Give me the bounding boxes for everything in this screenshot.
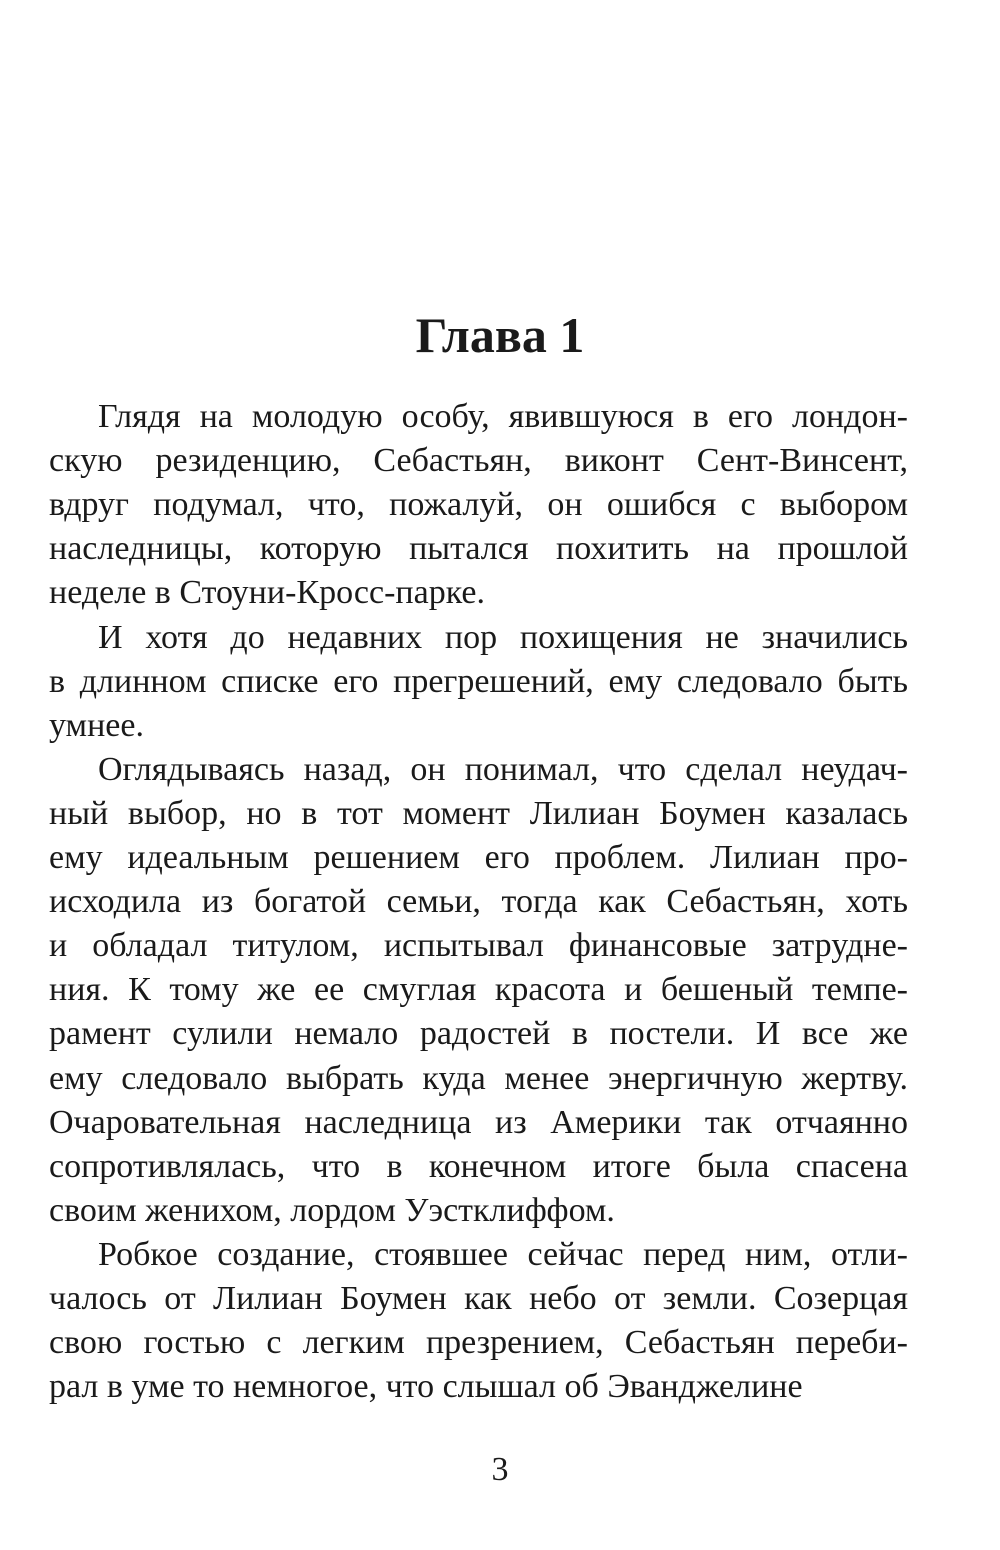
text-line: чалось от Лилиан Боумен как небо от земли. Созерцая — [49, 1280, 908, 1317]
text-line: ему идеальным решением его проблем. Лилиан про- — [49, 839, 908, 876]
text-line: Робкое создание, стоявшее сейчас перед ним, отли- — [98, 1235, 908, 1273]
text-line: свою гостью с легким презрением, Себастьян переби- — [49, 1324, 908, 1362]
text-line: скую резиденцию, Себастьян, виконт Сент-Винсент, — [49, 442, 908, 480]
text-line: в длинном списке его прегрешений, ему следовало быть — [49, 662, 908, 700]
text-line: И хотя до недавних пор похищения не значились — [98, 618, 908, 656]
text-line: Глядя на молодую особу, явившуюся в его лондон- — [98, 398, 908, 435]
text-line: ему следовало выбрать куда менее энергичную жертву. — [49, 1059, 908, 1097]
text-line: Очаровательная наследница из Америки так отчаянно — [49, 1103, 908, 1141]
text-line: рамент сулили немало радостей в постели. И все же — [49, 1015, 908, 1053]
text-line: сопротивлялась, что в конечном итоге была спасена — [49, 1147, 908, 1185]
text-line: вдруг подумал, что, пожалуй, он ошибся с выбором — [49, 486, 908, 524]
text-line: умнее. — [49, 706, 144, 744]
text-line: неделе в Стоуни-Кросс-парке. — [49, 574, 485, 612]
text-line: Оглядываясь назад, он понимал, что сделал неудач- — [98, 750, 908, 788]
text-line: рал в уме то немногое, что слышал об Эванджелине — [49, 1368, 803, 1406]
chapter-title: Глава 1 — [415, 307, 585, 363]
text-line: ный выбор, но в тот момент Лилиан Боумен казалась — [49, 794, 908, 832]
text-line: исходила из богатой семьи, тогда как Себастьян, хоть — [49, 883, 908, 921]
text-line: своим женихом, лордом Уэстклиффом. — [49, 1191, 615, 1229]
text-line: и обладал титулом, испытывал финансовые затрудне- — [49, 927, 908, 965]
page-number: 3 — [491, 1451, 509, 1488]
text-line: наследницы, которую пытался похитить на прошлой — [49, 530, 908, 568]
text-line: ния. К тому же ее смуглая красота и бешеный темпе- — [49, 971, 908, 1009]
